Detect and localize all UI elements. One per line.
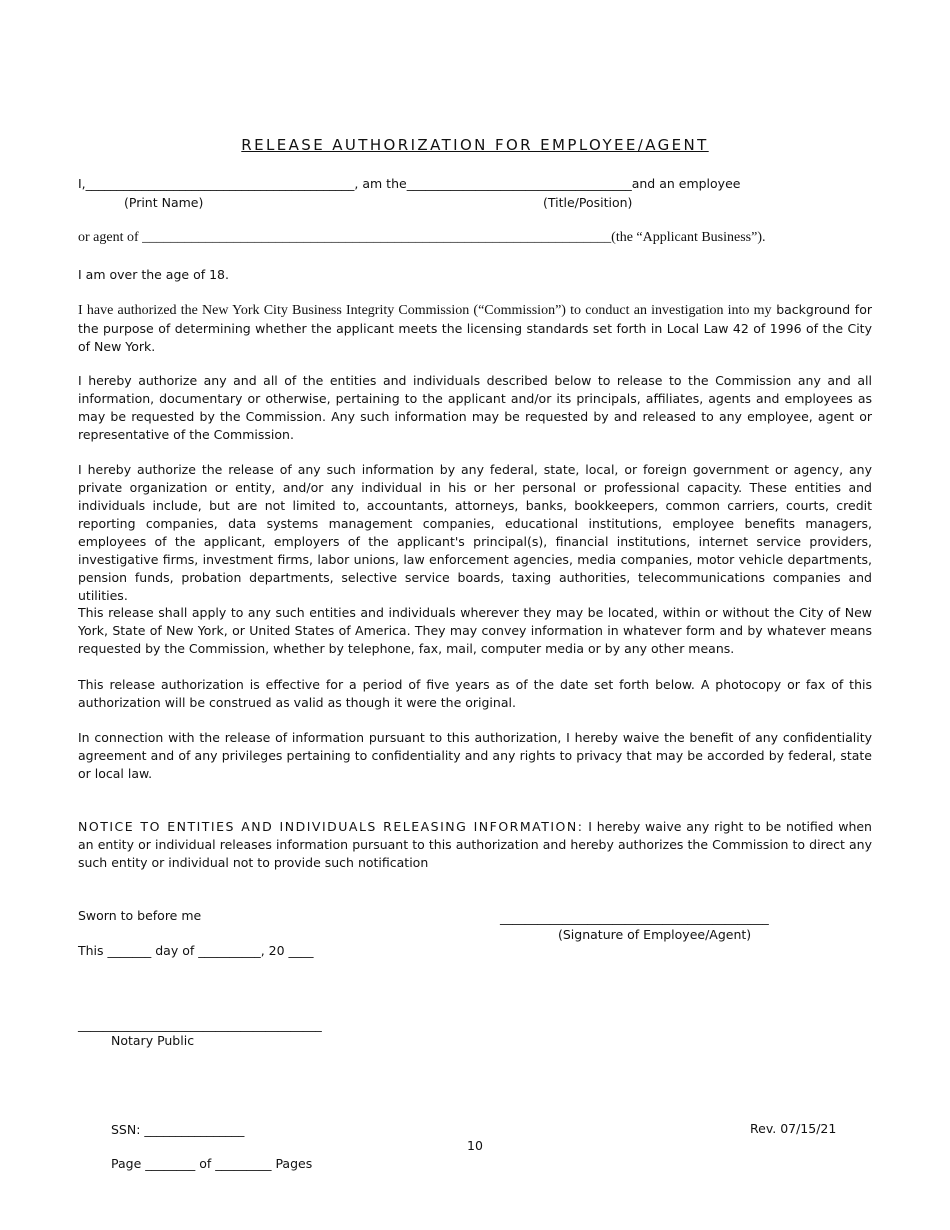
applicant-business-field[interactable]: ___________________________________________________________________	[142, 230, 612, 245]
agent-line-suffix: (the “Applicant Business”).	[611, 230, 766, 245]
notary-signature-field[interactable]: _______________________________________	[78, 1017, 322, 1032]
employee-signature-field[interactable]: ___________________________________________	[500, 910, 769, 925]
title-position-caption: (Title/Position)	[543, 195, 633, 210]
paragraph-entities-list: I hereby authorize the release of any such information by any federal, state, local, or foreign government or agency, any private organization or entity, and/or any individual in his or her personal or professional capacity. These entities and individuals include, but are not limited to, accountants, attorneys, banks, bookkeepers, common carriers, courts, credit reporting companies, data systems management companies, educational institutions, employee benefits managers, employees of the applicant, employers of the applicant's principal(s), financial institutions, internet service providers, investigative firms, investment firms, labor unions, law enforcement agencies, media companies, motor vehicle departments, pension funds, probation departments, selective service boards, taxing authorities, telecommunications companies and utilities.	[78, 462, 872, 603]
name-line-middle: , am the	[354, 176, 407, 191]
paragraph-effective-period: This release authorization is effective for a period of five years as of the date set forth below. A photocopy or fax of this authorization will be construed as valid as though it were the original.	[78, 677, 872, 710]
employee-signature-caption: (Signature of Employee/Agent)	[558, 927, 752, 942]
revision-date: Rev. 07/15/21	[750, 1121, 837, 1136]
paragraph-release-scope: This release shall apply to any such entities and individuals wherever they may be located, within or without the City of New York, State of New York, or United States of America. They may convey information in whatever form and by whatever means requested by the Commission, whether by telephone, fax, mail, computer media or by any other means.	[78, 605, 872, 656]
sworn-date-line[interactable]: This _______ day of __________, 20 ____	[78, 943, 314, 958]
page-number: 10	[467, 1138, 483, 1153]
notice-heading: NOTICE TO ENTITIES AND INDIVIDUALS RELEASING INFORMATION:	[78, 819, 584, 834]
notice-body: I hereby waive any right to be notified when an entity or individual releases information pursuant to this authorization and hereby authorizes the Commission to direct any such entity or individual not to provide such notification	[78, 819, 872, 870]
agent-line	[78, 230, 766, 246]
name-line-suffix: and an employee	[631, 176, 741, 191]
print-name-caption: (Print Name)	[124, 195, 204, 210]
name-line-prefix: I,	[78, 176, 86, 191]
notary-public-caption: Notary Public	[111, 1033, 195, 1048]
ssn-field[interactable]: SSN: ________________	[111, 1122, 245, 1137]
page-count-field[interactable]: Page ________ of _________ Pages	[111, 1156, 313, 1171]
paragraph-release-to-commission: I hereby authorize any and all of the entities and individuals described below to release to the Commission any and all information, documentary or otherwise, pertaining to the applicant and/or its principals, affiliates, agents and employees as may be requested by the Commission. Any such information may be requested by and released to any employee, agent or representative of the Commission.	[78, 373, 872, 442]
paragraph-authorization	[78, 301, 872, 356]
notice-paragraph	[78, 818, 872, 872]
agent-line-prefix: or agent of	[78, 230, 143, 245]
paragraph-authorization-rest: background for the purpose of determining whether the applicant meets the licensing standards set forth in Local Law 42 of 1996 of the City of New York.	[78, 302, 872, 354]
age-statement: I am over the age of 18.	[78, 267, 229, 282]
sworn-to-text: Sworn to before me	[78, 908, 202, 923]
document-title: RELEASE AUTHORIZATION FOR EMPLOYEE/AGENT	[241, 136, 709, 154]
paragraph-authorization-lead: I have authorized the New York City Business Integrity Commission (“Commission”) to conduct an investigation into my	[78, 303, 772, 318]
print-name-field[interactable]: ___________________________________________	[85, 176, 355, 191]
title-position-field[interactable]: ____________________________________	[406, 176, 632, 191]
name-line	[78, 176, 740, 191]
paragraph-confidentiality-waiver: In connection with the release of information pursuant to this authorization, I hereby waive the benefit of any confidentiality agreement and of any privileges pertaining to confidentiality and any rights to privacy that may be accorded by federal, state or local law.	[78, 730, 872, 781]
